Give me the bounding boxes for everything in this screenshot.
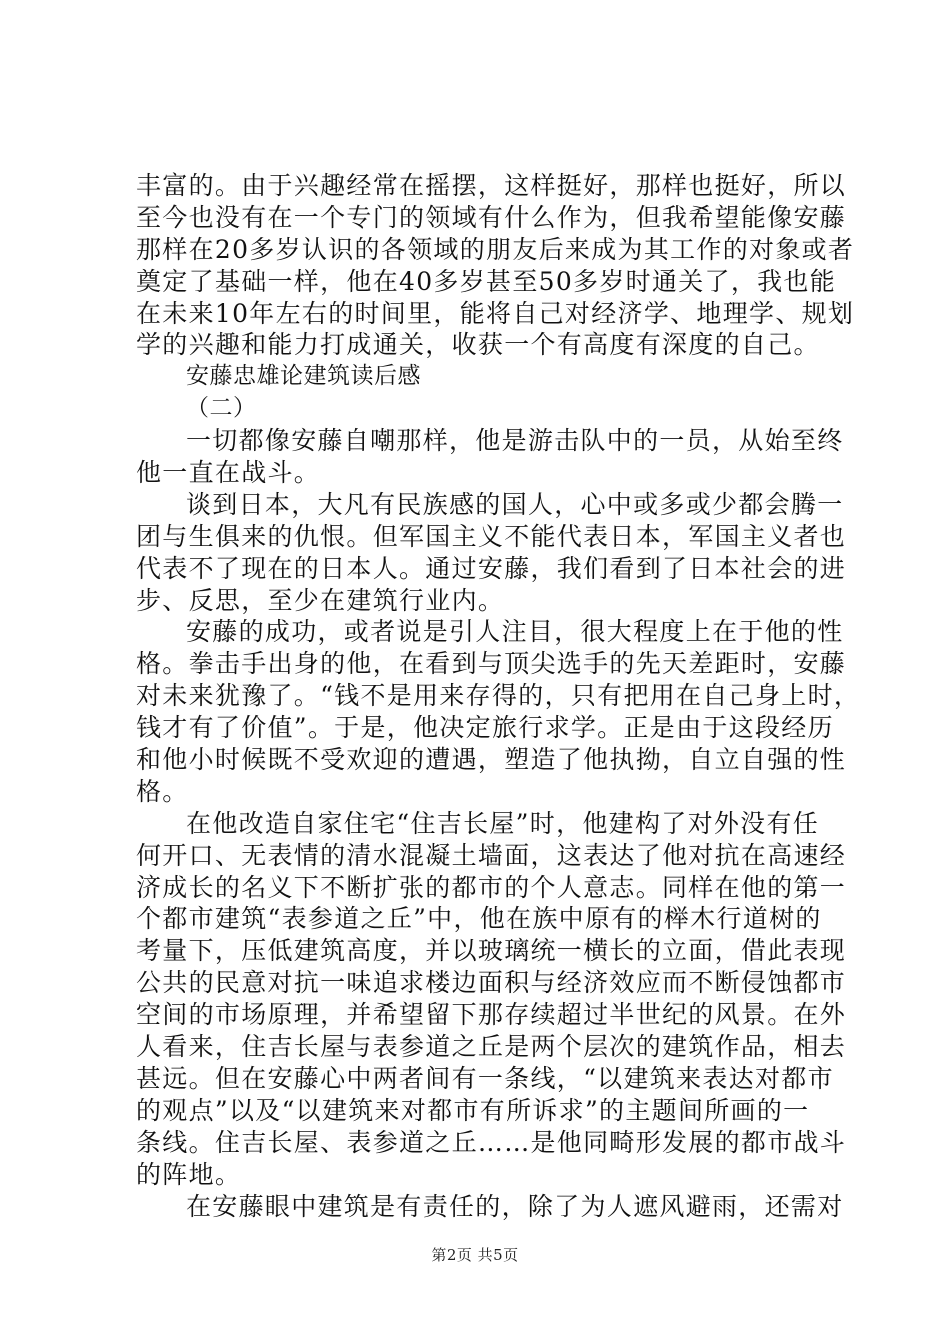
text-line: 条线。住吉长屋、表参道之丘……是他同畸形发展的都市战斗 — [136, 1127, 847, 1157]
page-number-footer: 第2页 共5页 — [431, 1246, 519, 1264]
article-body — [136, 170, 861, 1222]
text-line: 格。拳击手出身的他，在看到与顶尖选手的先天差距时，安藤 — [136, 649, 847, 679]
text-line: 和他小时候既不受欢迎的遭遇，塑造了他执拗，自立自强的性 — [136, 745, 847, 775]
text-line: 的阵地。 — [136, 1159, 242, 1189]
text-line: 人看来，住吉长屋与表参道之丘是两个层次的建筑作品，相去 — [136, 1032, 847, 1062]
text-line: 空间的市场原理，并希望留下那存续超过半世纪的风景。在外 — [136, 1000, 847, 1030]
text-line: 他一直在战斗。 — [136, 458, 321, 488]
text-line: 公共的民意对抗一味追求楼边面积与经济效应而不断侵蚀都市 — [136, 968, 847, 998]
text-line: 代表不了现在的日本人。通过安藤，我们看到了日本社会的进 — [136, 553, 847, 583]
text-line: 对未来犹豫了。“钱不是用来存得的，只有把用在自己身上时， — [136, 681, 861, 711]
text-line: 奠定了基础一样，他在40多岁甚至50多岁时通关了，我也能 — [136, 266, 837, 296]
text-line: 何开口、无表情的清水混凝土墙面，这表达了他对抗在高速经 — [136, 840, 847, 870]
text-line: 安藤的成功，或者说是引人注目，很大程度上在于他的性 — [186, 617, 844, 647]
text-line: 谈到日本，大凡有民族感的国人，心中或多或少都会腾一 — [186, 489, 844, 519]
text-line: 步、反思，至少在建筑行业内。 — [136, 585, 505, 615]
text-line: 团与生俱来的仇恨。但军国主义不能代表日本，军国主义者也 — [136, 521, 847, 551]
text-line: 济成长的名义下不断扩张的都市的个人意志。同样在他的第一 — [136, 872, 847, 902]
text-line: 甚远。但在安藤心中两者间有一条线，“以建筑来表达对都市 — [136, 1063, 834, 1093]
text-line: 在他改造自家住宅“住吉长屋”时，他建构了对外没有任 — [186, 808, 820, 838]
text-line: 在安藤眼中建筑是有责任的，除了为人遮风避雨，还需对 — [186, 1191, 844, 1221]
text-line: 在未来10年左右的时间里，能将自己对经济学、地理学、规划 — [136, 298, 855, 328]
text-line: 考量下，压低建筑高度，并以玻璃统一横长的立面，借此表现 — [136, 936, 847, 966]
section-number: （二） — [186, 395, 257, 422]
text-line: 个都市建筑“表参道之丘”中，他在族中原有的榉木行道树的 — [136, 904, 822, 934]
text-line: 那样在20多岁认识的各领域的朋友后来成为其工作的对象或者 — [136, 234, 855, 264]
section-title: 安藤忠雄论建筑读后感 — [186, 363, 421, 390]
text-line: 格。 — [136, 776, 189, 806]
text-line: 丰富的。由于兴趣经常在摇摆，这样挺好，那样也挺好，所以 — [136, 171, 847, 200]
text-line: 一切都像安藤自嘲那样，他是游击队中的一员，从始至终 — [186, 426, 844, 456]
text-line: 学的兴趣和能力打成通关，收获一个有高度有深度的自己。 — [136, 330, 820, 360]
text-line: 至今也没有在一个专门的领域有什么作为，但我希望能像安藤 — [136, 202, 847, 232]
text-line: 钱才有了价值”。于是，他决定旅行求学。正是由于这段经历 — [136, 713, 834, 743]
text-line: 的观点”以及“以建筑来对都市有所诉求”的主题间所画的一 — [136, 1095, 810, 1125]
